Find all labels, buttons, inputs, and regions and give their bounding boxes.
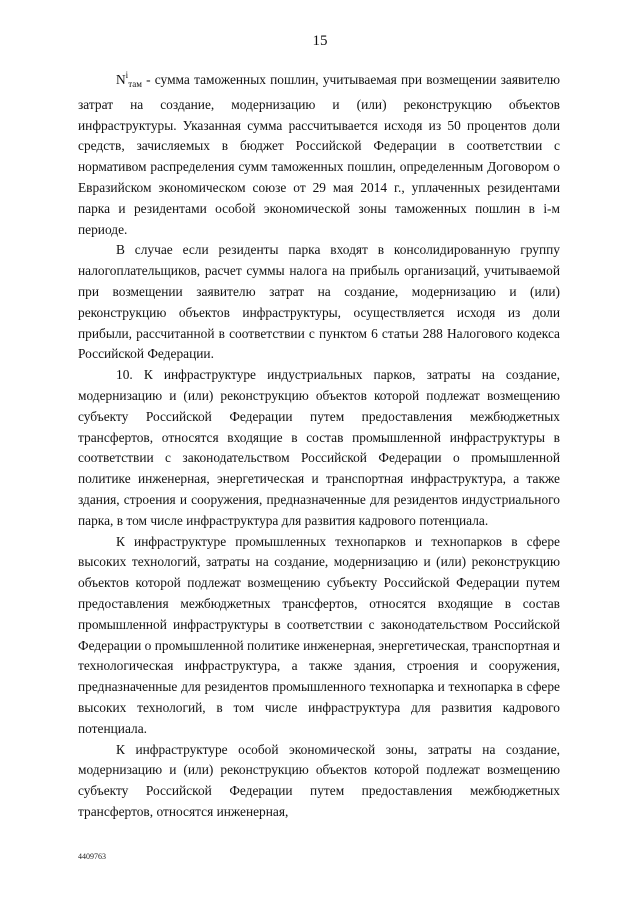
symbol-superscript: i [125,70,129,80]
paragraph-text: - сумма таможенных пошлин, учитываемая при возмещении заявителю затрат на создание, модернизацию и (или) реконструкцию объектов инфраструктуры. Указанная сумма рассчитывается исходя из 50 процентов доли средств, зачисляемых в бюджет Российской Федерации в соответствии с нормативом распределения сумм таможенных пошлин, определенным Договором о Евразийском экономическом союзе от 29 мая 2014 г., уплаченных резидентами парка и резидентами особой экономической зоны таможенных пошлин в i-м периоде. [78,72,560,237]
paragraph-technoparks-infrastructure: К инфраструктуре промышленных технопарков и технопарков в сфере высоких технологий, затраты на создание, модернизацию и (или) реконструкцию объектов которой подлежат возмещению субъекту Российской Федерации путем предоставления межбюджетных трансфертов, относятся входящие в состав промышленной инфраструктуры в соответствии с законодательством Российской Федерации о промышленной политике инженерная, энергетическая, транспортная и технологическая инфраструктура, а также здания, строения и сооружения, предназначенные для резидентов промышленного технопарка и технопарка в сфере высоких технологий, в том числе инфраструктура для развития кадрового потенциала. [78,533,560,736]
paragraph-industrial-parks-infrastructure: 10. К инфраструктуре индустриальных парков, затраты на создание, модернизацию и (или) реконструкцию объектов которой подлежат возмещению субъекту Российской Федерации путем предоставления межбюджетных трансфертов, относятся входящие в состав промышленной инфраструктуры в соответствии с законодательством Российской Федерации о промышленной политике инженерная, энергетическая и транспортная инфраструктура, а также здания, строения и сооружения, предназначенные для резидентов индустриального парка, в том числе инфраструктура для развития кадрового потенциала. [78,367,560,528]
paragraph-customs-duty-definition [78,65,560,240]
symbol-subscript: там [128,79,142,89]
paragraph-special-economic-zone: К инфраструктуре особой экономической зоны, затраты на создание, модернизацию и (или) реконструкцию объектов которой подлежат возмещению субъекту Российской Федерации путем предоставления межбюджетных трансфертов, относятся инженерная, [78,741,560,819]
formula-symbol [116,72,142,87]
paragraph-consolidated-group: В случае если резиденты парка входят в консолидированную группу налогоплательщиков, расчет суммы налога на прибыль организаций, учитываемой при возмещении заявителю затрат на создание, модернизацию и (или) реконструкцию объектов инфраструктуры, осуществляется исходя из доли прибыли, рассчитанной в соответствии с пунктом 6 статьи 288 Налогового кодекса Российской Федерации. [78,242,560,362]
document-code: 4409763 [78,852,106,861]
page-number: 15 [312,33,328,49]
document-body [78,65,560,823]
symbol-base: N [116,72,126,87]
